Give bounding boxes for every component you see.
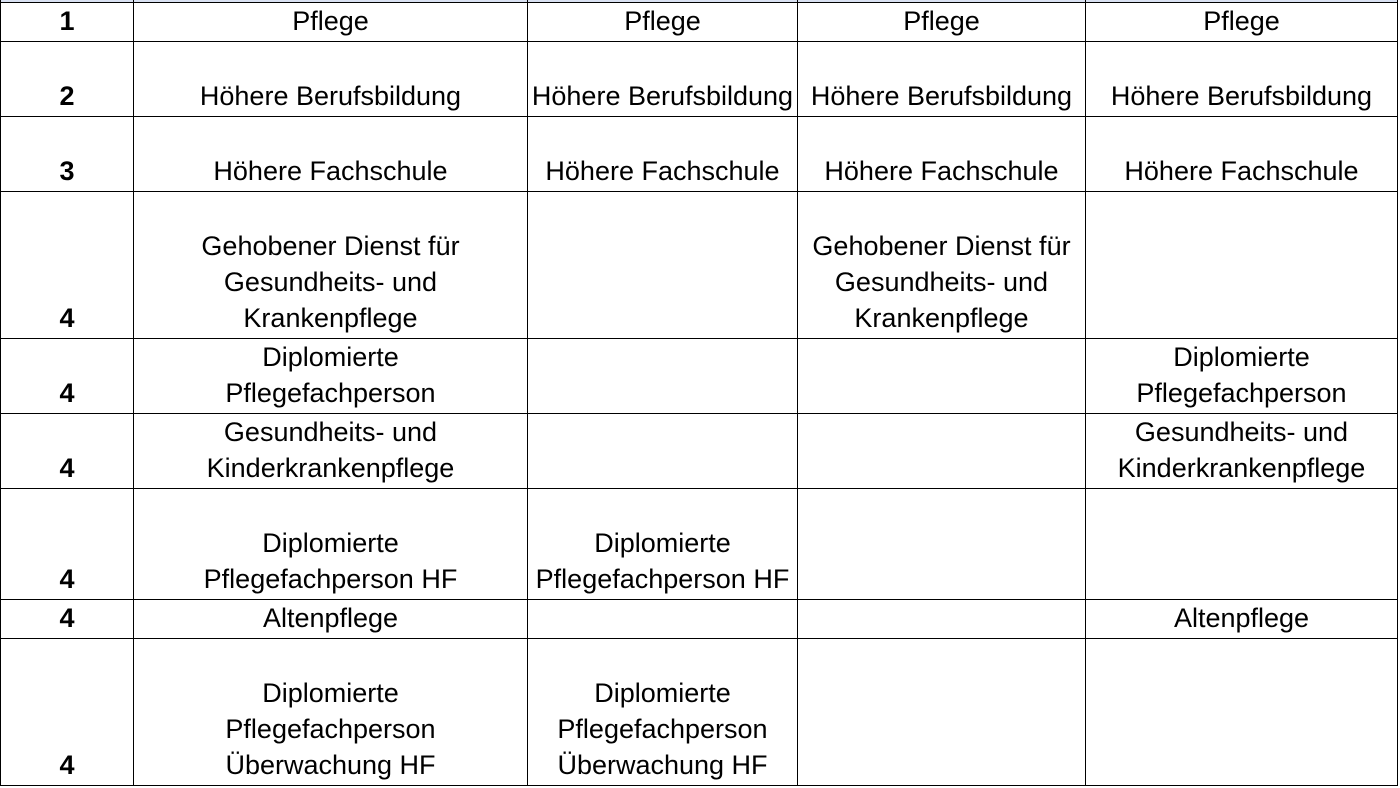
deutschland-cell: Höhere Berufsbildung: [1086, 42, 1398, 117]
table-row: [1, 414, 1398, 489]
level-cell: 3: [1, 117, 134, 192]
table-row: [1, 339, 1398, 414]
level-cell: 4: [1, 600, 134, 639]
name-cell: Altenpflege: [134, 600, 528, 639]
deutschland-cell: [1086, 639, 1398, 786]
oesterreich-cell: [798, 489, 1086, 600]
schweiz-cell: Höhere Fachschule: [528, 117, 798, 192]
table-row: [1, 117, 1398, 192]
level-cell: 4: [1, 639, 134, 786]
level-cell: 4: [1, 339, 134, 414]
oesterreich-cell: [798, 639, 1086, 786]
name-cell: Diplomierte Pflegefachperson HF: [134, 489, 528, 600]
oesterreich-cell: [798, 339, 1086, 414]
schweiz-cell: Höhere Berufsbildung: [528, 42, 798, 117]
oesterreich-cell: [798, 600, 1086, 639]
name-cell: Diplomierte Pflegefachperson Überwachung HF: [134, 639, 528, 786]
schweiz-cell: [528, 339, 798, 414]
table-row: [1, 600, 1398, 639]
oesterreich-cell: Gehobener Dienst für Gesundheits- und Krankenpflege: [798, 192, 1086, 339]
name-cell: Gehobener Dienst für Gesundheits- und Krankenpflege: [134, 192, 528, 339]
level-cell: 4: [1, 489, 134, 600]
table-row: [1, 192, 1398, 339]
name-cell: Höhere Fachschule: [134, 117, 528, 192]
table-row: [1, 489, 1398, 600]
table-row: [1, 42, 1398, 117]
schweiz-cell: Diplomierte Pflegefachperson Überwachung HF: [528, 639, 798, 786]
oesterreich-cell: [798, 414, 1086, 489]
oesterreich-cell: Höhere Berufsbildung: [798, 42, 1086, 117]
deutschland-cell: Altenpflege: [1086, 600, 1398, 639]
deutschland-cell: Diplomierte Pflegefachperson: [1086, 339, 1398, 414]
level-cell: 4: [1, 192, 134, 339]
name-cell: Höhere Berufsbildung: [134, 42, 528, 117]
name-cell: Gesundheits- und Kinderkrankenpflege: [134, 414, 528, 489]
table-row: [1, 3, 1398, 42]
name-cell: Diplomierte Pflegefachperson: [134, 339, 528, 414]
level-cell: 4: [1, 414, 134, 489]
deutschland-cell: [1086, 489, 1398, 600]
schweiz-cell: [528, 414, 798, 489]
schweiz-cell: [528, 600, 798, 639]
deutschland-cell: Gesundheits- und Kinderkrankenpflege: [1086, 414, 1398, 489]
deutschland-cell: Pflege: [1086, 3, 1398, 42]
oesterreich-cell: Höhere Fachschule: [798, 117, 1086, 192]
level-cell: 2: [1, 42, 134, 117]
level-cell: 1: [1, 3, 134, 42]
oesterreich-cell: Pflege: [798, 3, 1086, 42]
schweiz-cell: Pflege: [528, 3, 798, 42]
table-row: [1, 639, 1398, 786]
deutschland-cell: [1086, 192, 1398, 339]
name-cell: Pflege: [134, 3, 528, 42]
deutschland-cell: Höhere Fachschule: [1086, 117, 1398, 192]
schweiz-cell: Diplomierte Pflegefachperson HF: [528, 489, 798, 600]
schweiz-cell: [528, 192, 798, 339]
